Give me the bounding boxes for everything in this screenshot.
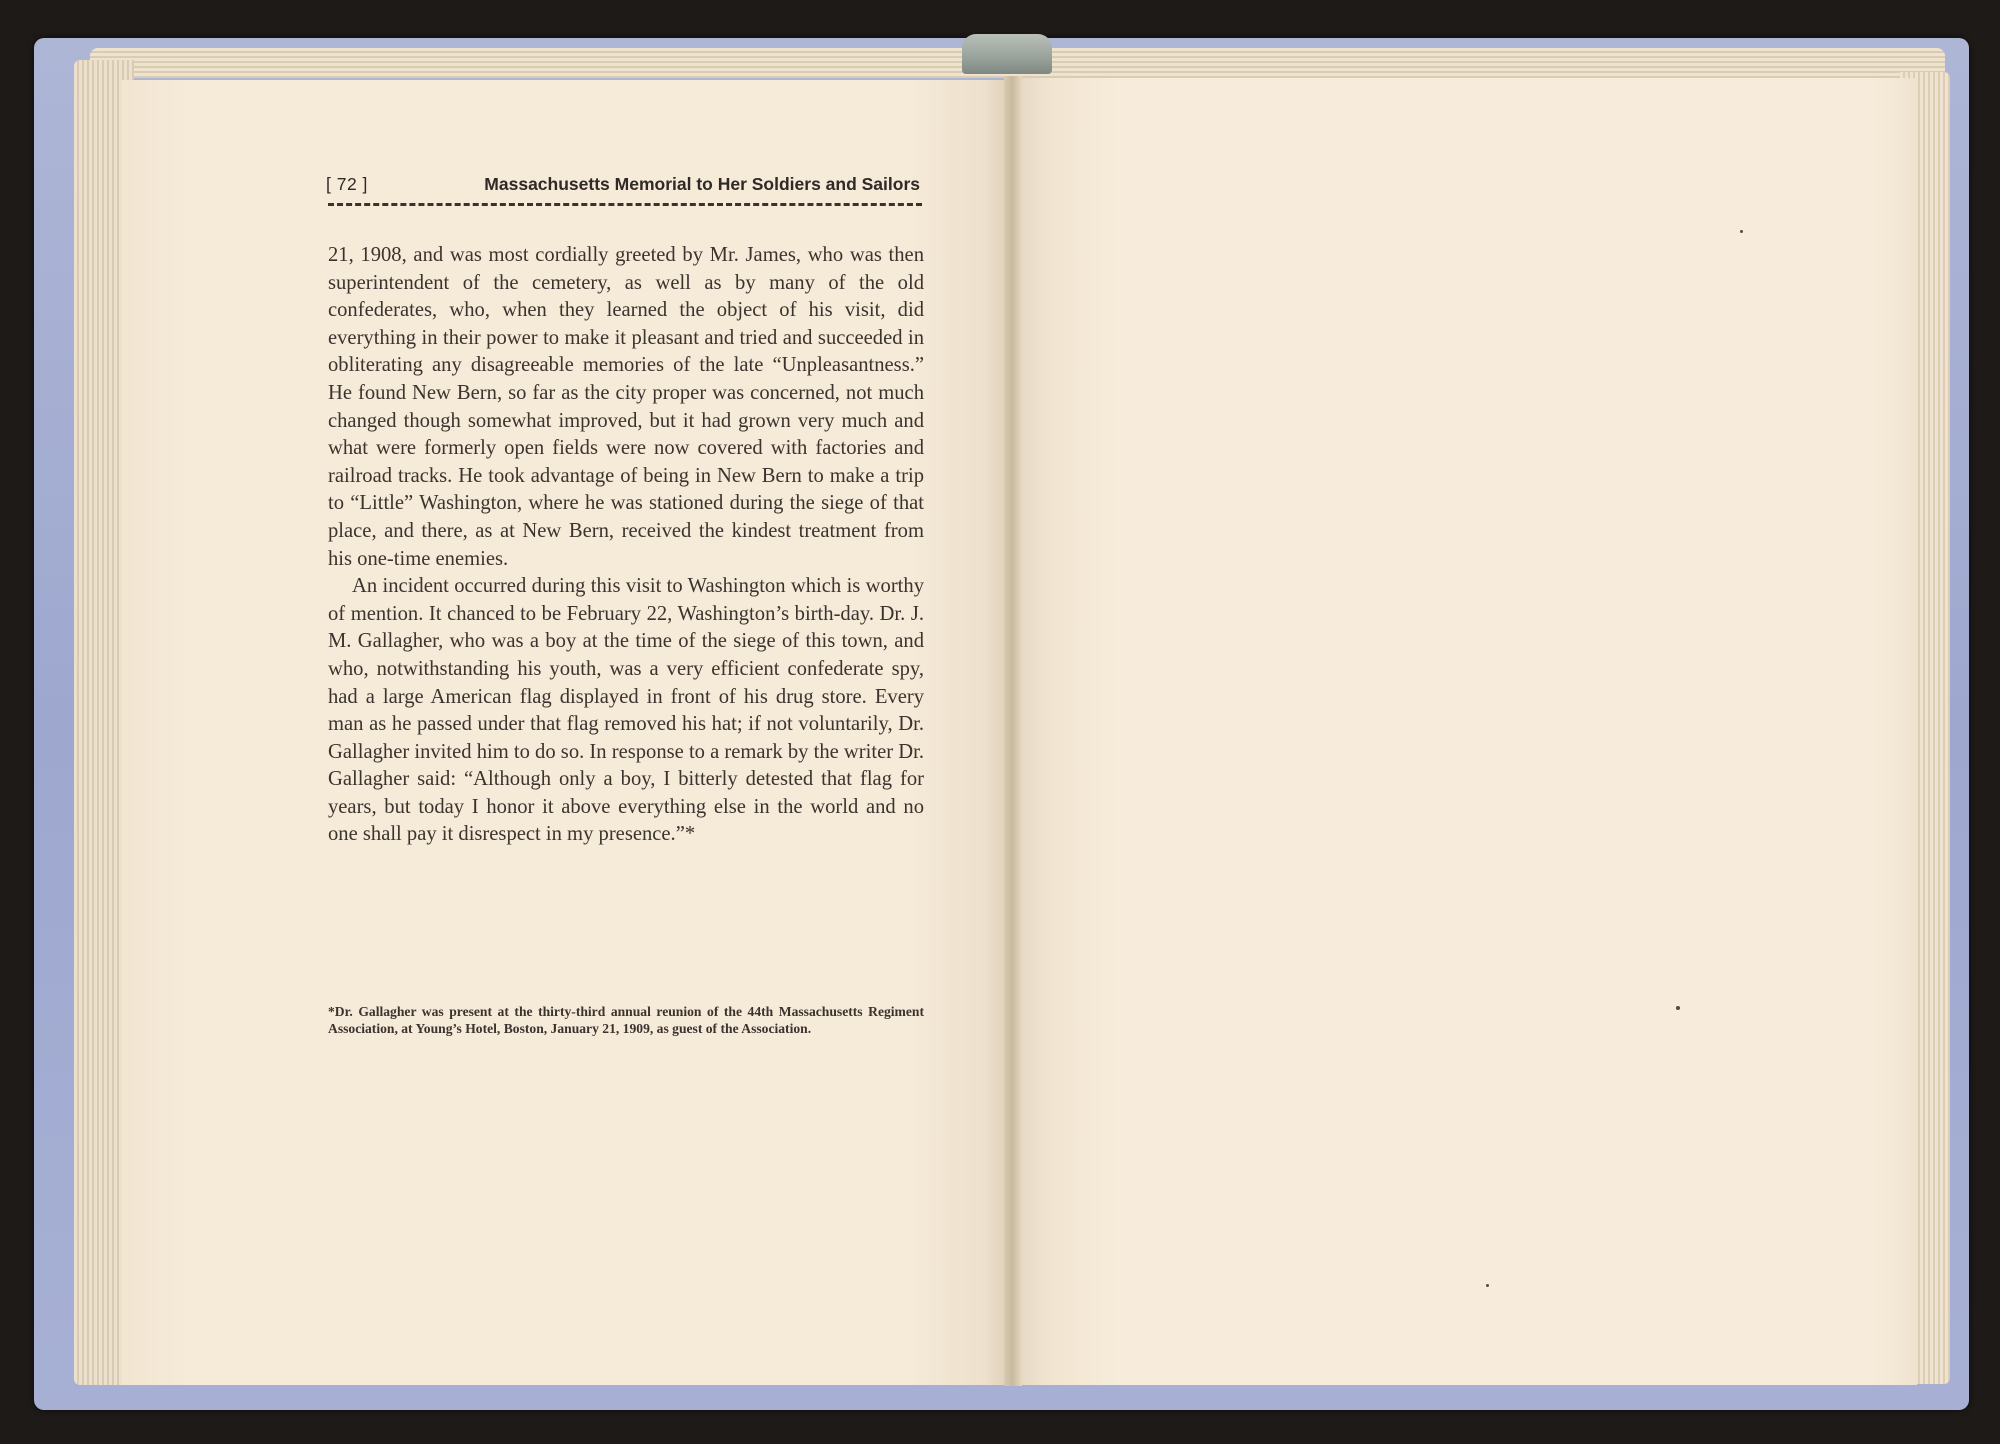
spine-headband: [962, 34, 1052, 74]
paragraph-2: An incident occurred during this visit to Washington which is worthy of mention. It chanced to be February 22, Washington’s birth-day. Dr. J. M. Gallagher, who was a boy at the time of the siege of this town, and who, notwithstanding his youth, was a very efficient confederate spy, had a large American flag displayed in front of his drug store. Every man as he passed under that flag removed his hat; if not voluntarily, Dr. Gallagher invited him to do so. In response to a remark by the writer Dr. Gallagher said: “Although only a boy, I bitterly detested that flag for years, but today I honor it above everything else in the world and no one shall pay it disrespect in my presence.”*: [328, 575, 924, 846]
right-page-blank: [1012, 78, 1917, 1385]
paper-speck: [1740, 230, 1743, 233]
page-number: [ 72 ]: [326, 174, 368, 194]
running-title: Massachusetts Memorial to Her Soldiers and Sailors: [484, 174, 920, 194]
header-rule: [328, 203, 922, 206]
paragraph-1: 21, 1908, and was most cordially greeted by Mr. James, who was then superintendent of the cemetery, as well as by many of the old confederates, who, when they learned the object of his visit, did everything in their power to make it pleasant and tried and succeeded in obliterating any disagreeable memories of the late “Unpleasantness.” He found New Bern, so far as the city proper was concerned, not much changed though somewhat improved, but it had grown very much and what were formerly open fields were now covered with factories and railroad tracks. He took advantage of being in New Bern to make a trip to “Little” Washington, where he was stationed during the siege of that place, and there, as at New Bern, received the kindest treatment from his one-time enemies.: [328, 244, 924, 570]
book-gutter: [1004, 76, 1022, 1386]
body-text: [328, 242, 924, 849]
paper-speck: [1486, 1284, 1489, 1287]
footnote: *Dr. Gallagher was present at the thirty-third annual reunion of the 44th Massachusetts Regiment Association, at Young’s Hotel, Boston, January 21, 1909, as guest of the Association.: [328, 1004, 924, 1036]
running-head: [326, 174, 922, 204]
paper-speck: [1676, 1006, 1680, 1010]
